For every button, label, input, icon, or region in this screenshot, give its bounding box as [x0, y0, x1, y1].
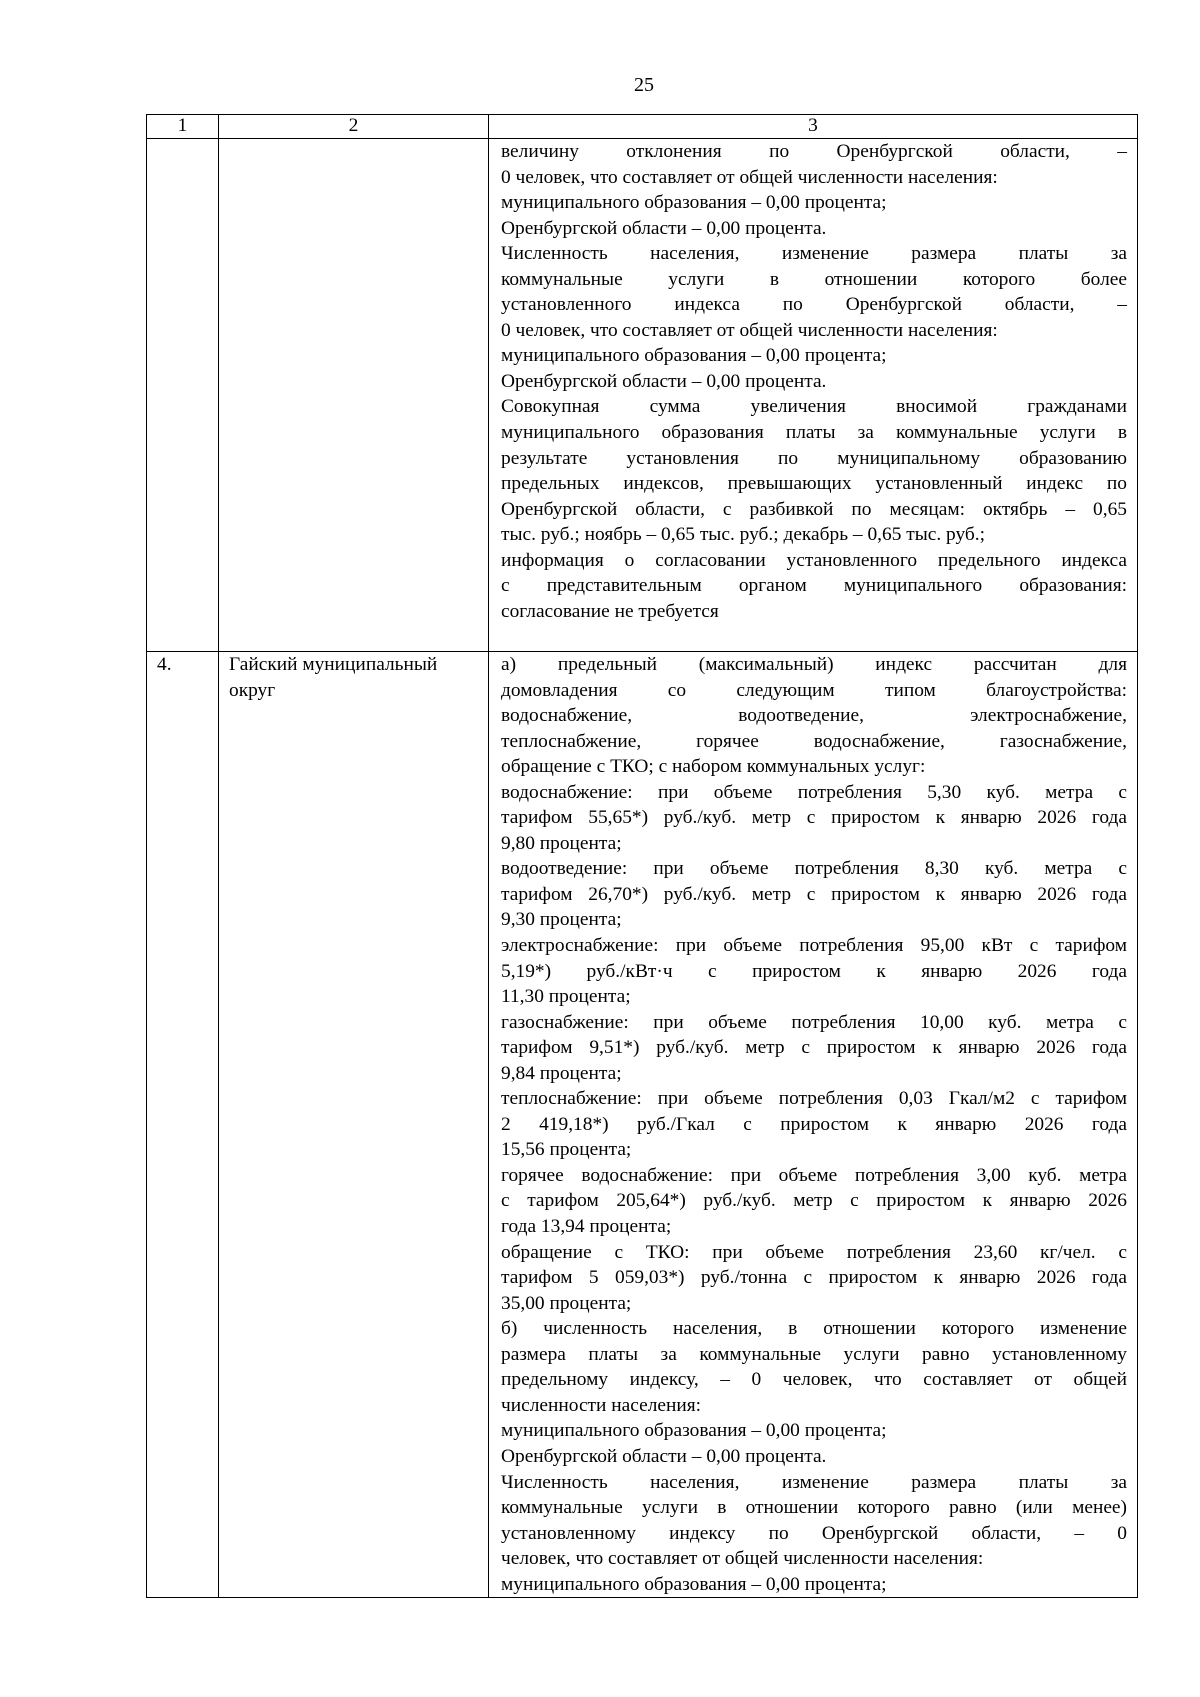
text-line: предельному индексу, – 0 человек, что составляет от общей: [501, 1369, 1127, 1391]
text-line: предельных индексов, превышающих установленный индекс по: [501, 473, 1127, 495]
text-line: тыс. руб.; ноябрь – 0,65 тыс. руб.; декабрь – 0,65 тыс. руб.;: [501, 524, 986, 546]
text-line: 0 человек, что составляет от общей численности населения:: [501, 319, 998, 341]
text-line: установленного индекса по Оренбургской области, –: [501, 294, 1127, 316]
text-line: Оренбургской области, с разбивкой по месяцам: октябрь – 0,65: [501, 498, 1127, 520]
text-line: коммунальные услуги в отношении которого более: [501, 268, 1127, 290]
text-line: тарифом 5 059,03*) руб./тонна с приростом к январю 2026 года: [501, 1267, 1127, 1289]
text-line: тарифом 9,51*) руб./куб. метр с приростом к январю 2026 года: [501, 1037, 1127, 1059]
page-number: 25: [634, 74, 654, 96]
text-line: человек, что составляет от общей численности населения:: [501, 1548, 984, 1570]
text-line: обращение с ТКО: при объеме потребления 23,60 кг/чел. с: [501, 1241, 1127, 1263]
text-line: размера платы за коммунальные услуги равно установленному: [501, 1343, 1127, 1365]
text-line: муниципального образования – 0,00 процента;: [501, 1573, 887, 1595]
text-line: а) предельный (максимальный) индекс рассчитан для: [501, 654, 1127, 675]
text-line: 11,30 процента;: [501, 986, 631, 1008]
text-line: муниципального образования – 0,00 процента;: [501, 192, 887, 214]
text-line: муниципального образования – 0,00 процента;: [501, 1420, 887, 1442]
text-line: 0 человек, что составляет от общей численности населения:: [501, 166, 998, 188]
municipality-name: Гайский муниципальный округ: [219, 652, 489, 1598]
text-line: б) численность населения, в отношении которого изменение: [501, 1318, 1127, 1340]
text-line: обращение с ТКО; с набором коммунальных услуг:: [501, 756, 926, 778]
text-line: тарифом 55,65*) руб./куб. метр с приростом к январю 2026 года: [501, 807, 1127, 829]
text-line: муниципального образования платы за коммунальные услуги в: [501, 422, 1127, 444]
text-line: 9,84 процента;: [501, 1062, 622, 1084]
table-header-row: [147, 115, 1138, 139]
row-content: [489, 139, 1138, 652]
column-header-1: 1: [147, 115, 219, 139]
text-line: информация о согласовании установленного предельного индекса: [501, 549, 1127, 571]
text-line: численности населения:: [501, 1394, 702, 1416]
row-content: [489, 652, 1138, 1598]
text-line: Численность населения, изменение размера платы за: [501, 1471, 1127, 1493]
text-line: домовладения со следующим типом благоустройства:: [501, 679, 1127, 701]
text-line: муниципального образования – 0,00 процента;: [501, 345, 887, 367]
text-line: Оренбургской области – 0,00 процента.: [501, 217, 827, 239]
text-line: горячее водоснабжение: при объеме потребления 3,00 куб. метра: [501, 1164, 1127, 1186]
indices-table: [146, 114, 1138, 1598]
column-header-3: 3: [489, 115, 1138, 139]
text-line: газоснабжение: при объеме потребления 10,00 куб. метра с: [501, 1011, 1127, 1033]
text-line: теплоснабжение, горячее водоснабжение, газоснабжение,: [501, 730, 1127, 752]
text-line: величину отклонения по Оренбургской области, –: [501, 141, 1127, 162]
text-line: с представительным органом муниципального образования:: [501, 575, 1127, 597]
text-line: 2 419,18*) руб./Гкал с приростом к январю 2026 года: [501, 1113, 1127, 1135]
municipality-name: [219, 139, 489, 652]
table-row-continued: [147, 139, 1138, 652]
text-line: электроснабжение: при объеме потребления 95,00 кВт с тарифом: [501, 935, 1127, 957]
text-line: 5,19*) руб./кВт·ч с приростом к январю 2026 года: [501, 960, 1127, 982]
text-line: 35,00 процента;: [501, 1292, 632, 1314]
table-row-gai: [147, 652, 1138, 1598]
text-line: коммунальные услуги в отношении которого равно (или менее): [501, 1497, 1127, 1519]
text-line: Оренбургской области – 0,00 процента.: [501, 370, 827, 392]
text-line: с тарифом 205,64*) руб./куб. метр с приростом к январю 2026: [501, 1190, 1127, 1212]
text-line: водоснабжение: при объеме потребления 5,30 куб. метра с: [501, 781, 1127, 803]
text-line: 9,80 процента;: [501, 832, 622, 854]
text-line: водоснабжение, водоотведение, электроснабжение,: [501, 705, 1127, 727]
text-line: теплоснабжение: при объеме потребления 0,03 Гкал/м2 с тарифом: [501, 1088, 1127, 1110]
column-header-2: 2: [219, 115, 489, 139]
text-line: года 13,94 процента;: [501, 1216, 672, 1238]
text-line: тарифом 26,70*) руб./куб. метр с приростом к январю 2026 года: [501, 883, 1127, 905]
text-line: 15,56 процента;: [501, 1139, 632, 1161]
text-line: Оренбургской области – 0,00 процента.: [501, 1445, 827, 1467]
text-line: Совокупная сумма увеличения вносимой гражданами: [501, 396, 1127, 418]
text-line: результате установления по муниципальному образованию: [501, 447, 1127, 469]
row-number: [147, 139, 219, 652]
text-line: водоотведение: при объеме потребления 8,30 куб. метра с: [501, 858, 1127, 880]
text-line: Численность населения, изменение размера платы за: [501, 243, 1127, 265]
text-line: 9,30 процента;: [501, 909, 622, 931]
text-line: установленному индексу по Оренбургской области, – 0: [501, 1522, 1127, 1544]
row-number: 4.: [147, 652, 219, 1598]
text-line: согласование не требуется: [501, 600, 719, 622]
